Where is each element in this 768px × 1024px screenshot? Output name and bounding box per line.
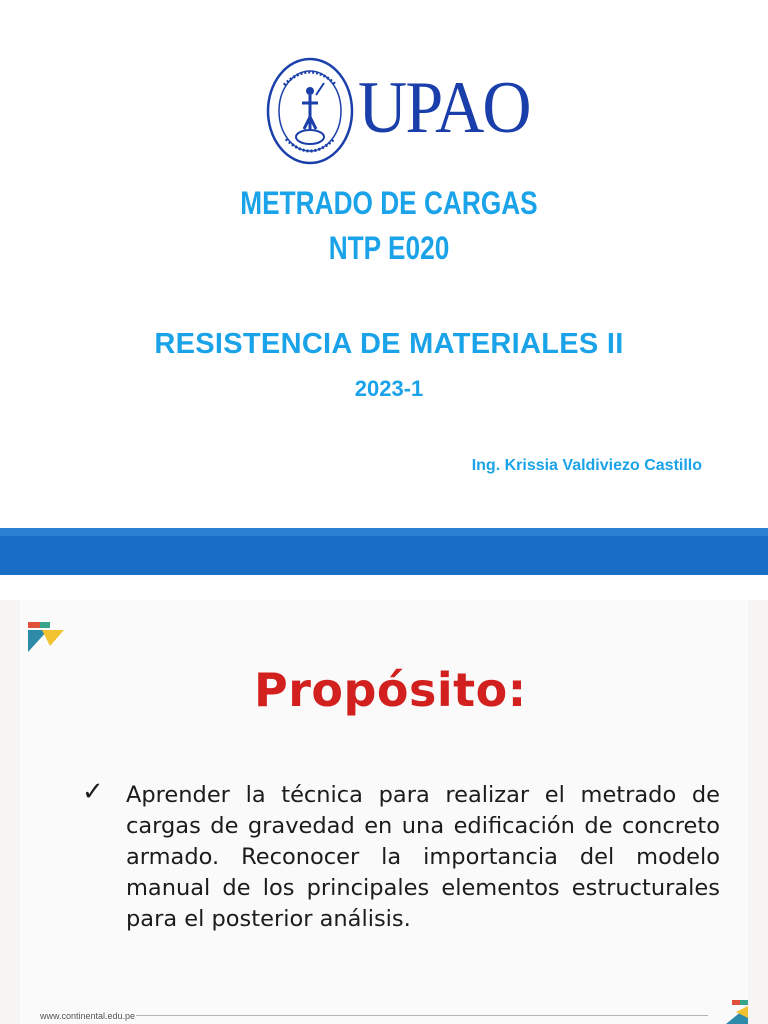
continental-footer-icon	[712, 1000, 748, 1024]
logo-wordmark: UPAO	[358, 67, 530, 149]
presentation-title: METRADO DE CARGAS	[240, 185, 538, 221]
academic-period: 2023-1	[354, 376, 424, 401]
purpose-slide	[0, 600, 768, 1024]
presentation-subtitle: NTP E020	[328, 230, 450, 266]
footer-divider	[136, 1015, 708, 1016]
footer-band	[0, 536, 768, 575]
author-name: Ing. Krissia Valdiviezo Castillo	[471, 457, 702, 474]
purpose-heading: Propósito:	[254, 663, 527, 717]
footer-band-accent	[0, 528, 768, 536]
course-name: RESISTENCIA DE MATERIALES II	[154, 328, 624, 360]
continental-corner-icon	[28, 622, 64, 652]
university-seal-icon	[264, 55, 360, 167]
upao-logo	[264, 55, 530, 167]
footer-url: www.continental.edu.pe	[40, 1011, 136, 1021]
checkmark-icon: ✓	[82, 776, 104, 806]
purpose-text: Aprender la técnica para realizar el metrado de cargas de gravedad en una edificación de concreto armado. Reconocer la importancia del modelo manual de los principales elementos estructurales para el posterior análisis.	[126, 782, 720, 932]
